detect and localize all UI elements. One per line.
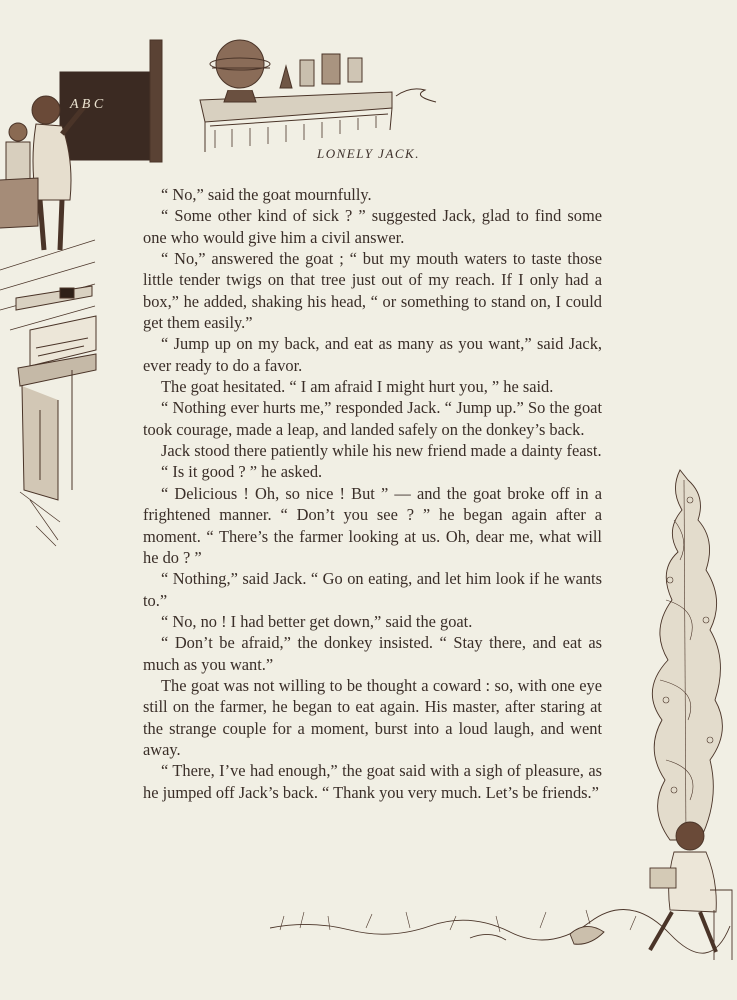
paragraph: “ No,” answered the goat ; “ but my mouth waters to taste those little tender twigs on that tree just out of my reach. If I only had a box,” he added, shaking his head, “ or something to stand on, I could get them easily.”	[143, 249, 602, 333]
paragraph: “ Is it good ? ” he asked.	[161, 462, 323, 482]
paragraph: “ No,” said the goat mournfully.	[161, 185, 372, 204]
paragraph: “ Jump up on my back, and eat as many as you want,” said Jack, ever ready to do a favor.	[143, 334, 602, 375]
paragraph: The goat was not willing to be thought a coward : so, with one eye still on the farmer, he began to eat again. His master, after staring at the strange couple for a moment, burst into a loud laugh, and went away.	[143, 675, 602, 759]
paragraph: “ Nothing ever hurts me,” responded Jack. “ Jump up.” So the goat took courage, made a leap, and landed safely on the donkey’s back.	[143, 398, 602, 439]
body-text	[143, 184, 602, 803]
paragraph: “ Don’t be afraid,” the donkey insisted. “ Stay there, and eat as much as you want.”	[143, 633, 602, 674]
paragraph: Jack stood there patiently while his new friend made a dainty feast.	[161, 441, 602, 461]
paragraph: “ Nothing,” said Jack. “ Go on eating, and let him look if he wants to.”	[143, 569, 602, 610]
paragraph: “ No, no ! I had better get down,” said the goat.	[161, 611, 473, 631]
paragraph: “ There, I’ve had enough,” the goat said with a sigh of pleasure, as he jumped off Jack’s back. “ Thank you very much. Let’s be friends.”	[143, 761, 602, 802]
paragraph: “ Some other kind of sick ? ” suggested Jack, glad to find some one who would give him a civil answer.	[143, 206, 602, 247]
paragraph: The goat hesitated. “ I am afraid I might hurt you, ” he said.	[161, 377, 554, 397]
running-head: LONELY JACK.	[317, 146, 420, 161]
paragraph: “ Delicious ! Oh, so nice ! But ” — and the goat broke off in a frightened manner. “ Don’t you see ? ” he began again after a moment. “ There’s the farmer looking at us. Oh, dear me, what will he do ? ”	[143, 483, 602, 567]
blackboard-letters: A B C	[70, 97, 104, 112]
